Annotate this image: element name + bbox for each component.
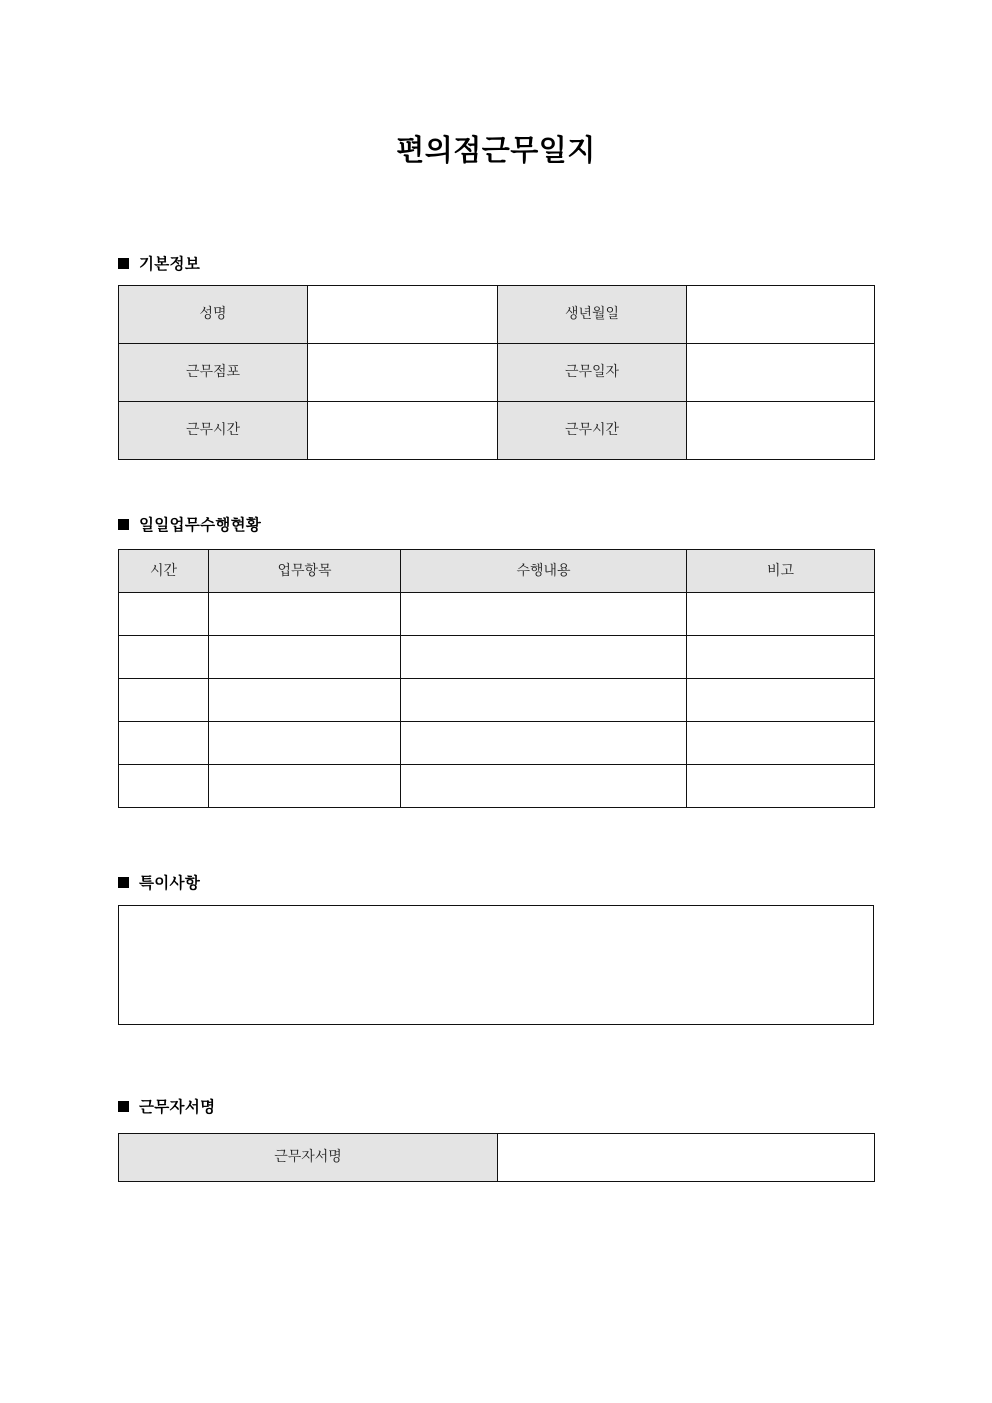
table-header-row: [119, 550, 875, 593]
square-bullet-icon: [118, 1101, 129, 1112]
table-row: [119, 722, 875, 765]
daily-tasks-table: [118, 549, 875, 808]
table-row: [119, 765, 875, 808]
cell-item[interactable]: [209, 722, 401, 765]
field-label-worktime-start: 근무시간: [119, 402, 308, 460]
field-label-store: 근무점포: [119, 344, 308, 402]
page-title: 편의점근무일지: [396, 133, 596, 167]
cell-item[interactable]: [209, 593, 401, 636]
section-heading-basic-info: [118, 252, 200, 274]
field-value-store[interactable]: [308, 344, 498, 402]
section-heading-special-notes: [118, 871, 200, 893]
column-header-remarks: 비고: [687, 550, 875, 593]
section-heading-label: 기본정보: [139, 255, 201, 273]
field-value-birthdate[interactable]: [687, 286, 875, 344]
cell-detail[interactable]: [401, 722, 687, 765]
section-heading-label: 일일업무수행현황: [139, 516, 262, 534]
cell-detail[interactable]: [401, 593, 687, 636]
section-heading-label: 근무자서명: [139, 1098, 216, 1116]
field-label-name: 성명: [119, 286, 308, 344]
cell-note[interactable]: [687, 636, 875, 679]
cell-detail[interactable]: [401, 636, 687, 679]
cell-time[interactable]: [119, 679, 209, 722]
table-row: [119, 402, 875, 460]
cell-detail[interactable]: [401, 679, 687, 722]
column-header-task-item: 업무항목: [209, 550, 401, 593]
cell-note[interactable]: [687, 679, 875, 722]
table-row: [119, 679, 875, 722]
field-label-worktime-end: 근무시간: [498, 402, 687, 460]
square-bullet-icon: [118, 519, 129, 530]
basic-info-table: [118, 285, 875, 460]
section-heading-daily-tasks: [118, 513, 261, 535]
cell-item[interactable]: [209, 679, 401, 722]
cell-item[interactable]: [209, 636, 401, 679]
special-notes-textarea[interactable]: [118, 905, 874, 1025]
cell-time[interactable]: [119, 765, 209, 808]
field-label-birthdate: 생년월일: [498, 286, 687, 344]
section-heading-worker-signature: [118, 1095, 215, 1117]
column-header-time: 시간: [119, 550, 209, 593]
field-value-name[interactable]: [308, 286, 498, 344]
cell-note[interactable]: [687, 593, 875, 636]
cell-note[interactable]: [687, 722, 875, 765]
field-value-worktime-end[interactable]: [687, 402, 875, 460]
column-header-task-detail: 수행내용: [401, 550, 687, 593]
field-value-workdate[interactable]: [687, 344, 875, 402]
cell-detail[interactable]: [401, 765, 687, 808]
field-label-workdate: 근무일자: [498, 344, 687, 402]
cell-time[interactable]: [119, 593, 209, 636]
section-heading-label: 특이사항: [139, 874, 201, 892]
table-row: [119, 286, 875, 344]
field-value-worktime-start[interactable]: [308, 402, 498, 460]
cell-time[interactable]: [119, 636, 209, 679]
table-row: [119, 1134, 875, 1182]
table-row: [119, 636, 875, 679]
cell-note[interactable]: [687, 765, 875, 808]
square-bullet-icon: [118, 877, 129, 888]
table-row: [119, 344, 875, 402]
signature-table: [118, 1133, 875, 1182]
field-label-signature: 근무자서명: [119, 1134, 498, 1182]
field-value-signature[interactable]: [498, 1134, 875, 1182]
table-row: [119, 593, 875, 636]
cell-time[interactable]: [119, 722, 209, 765]
cell-item[interactable]: [209, 765, 401, 808]
square-bullet-icon: [118, 258, 129, 269]
